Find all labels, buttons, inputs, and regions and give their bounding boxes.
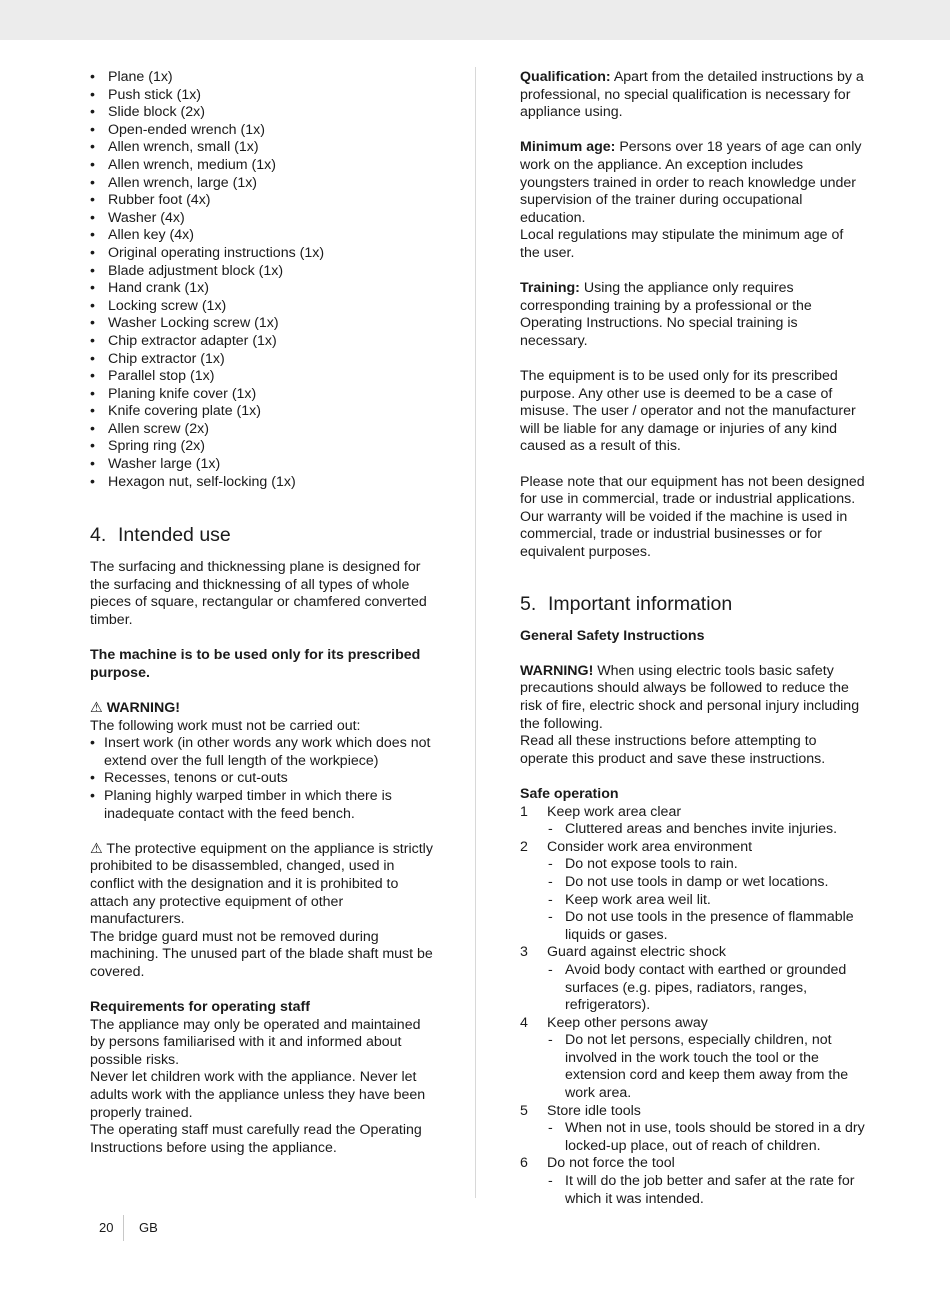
section-4-heading bbox=[90, 523, 435, 547]
parts-list-item: • Allen wrench, large (1x) bbox=[90, 175, 435, 193]
prescribed-purpose-paragraph: The equipment is to be used only for its prescribed purpose. Any other use is deemed to be a case of misuse. The user / operator and not the manufacturer will be liable for any damage or injuries of any kind caused as a result of this. bbox=[520, 368, 856, 455]
safe-operation-title: Store idle tools bbox=[547, 1102, 641, 1119]
local-regulations-text: Local regulations may stipulate the minimum age of the user. bbox=[520, 227, 844, 261]
safe-operation-number: 5 bbox=[520, 1102, 528, 1119]
parts-list bbox=[90, 69, 435, 491]
section-5-number: 5. bbox=[520, 592, 537, 615]
section-4-number: 4. bbox=[90, 524, 107, 547]
language-code: GB bbox=[139, 1220, 158, 1235]
bridge-guard-text: The bridge guard must not be removed during machining. The unused part of the blade shaft must be covered. bbox=[90, 928, 433, 980]
intended-use-intro: The surfacing and thicknessing plane is designed for the surfacing and thicknessing of all types of whole pieces of square, rectangular or chamfered converted timber. bbox=[90, 559, 427, 629]
footer-separator bbox=[123, 1215, 124, 1241]
parts-list-item: • Push stick (1x) bbox=[90, 87, 435, 105]
parts-list-item: • Planing knife cover (1x) bbox=[90, 386, 435, 404]
staff-paragraph-2: Never let children work with the appliance. Never let adults work with the appliance unless they have been properly trained. bbox=[90, 1069, 426, 1121]
parts-list-item: • Plane (1x) bbox=[90, 69, 435, 87]
safe-operation-subitem: - It will do the job better and safer at the rate for which it was intended. bbox=[547, 1173, 865, 1208]
safe-operation-title: Guard against electric shock bbox=[547, 944, 727, 961]
warning-list-item: • Insert work (in other words any work which does not extend over the full length of the workpiece) bbox=[90, 735, 435, 770]
training-label: Training: bbox=[520, 280, 580, 297]
safe-operation-item bbox=[520, 1155, 865, 1208]
warning-text: The following work must not be carried out: bbox=[90, 717, 361, 734]
parts-list-item: • Allen screw (2x) bbox=[90, 421, 435, 439]
parts-list-item: • Washer large (1x) bbox=[90, 456, 435, 474]
electric-tools-warning bbox=[520, 663, 865, 733]
parts-list-item: • Parallel stop (1x) bbox=[90, 368, 435, 386]
safe-operation-title: Consider work area environment bbox=[547, 838, 753, 855]
safe-operation-subitem: - Do not let persons, especially children, not involved in the work touch the tool or the extension cord and keep them away from the work area. bbox=[547, 1032, 865, 1102]
safe-operation-title: Keep work area clear bbox=[547, 803, 682, 820]
protective-equipment-text bbox=[90, 841, 435, 929]
safe-operation-subitems bbox=[547, 962, 865, 1015]
warning-list bbox=[90, 735, 435, 823]
protective-equipment-body: The protective equipment on the appliance is strictly prohibited to be disassembled, changed, used in conflict with the designation and it is prohibited to attach any protective equipment of other manufacturers. bbox=[90, 840, 433, 928]
section-5-heading bbox=[520, 592, 865, 616]
parts-list-item: • Hand crank (1x) bbox=[90, 280, 435, 298]
safe-operation-subitems bbox=[547, 1120, 865, 1155]
safe-operation-item bbox=[520, 1103, 865, 1156]
training-paragraph bbox=[520, 280, 865, 350]
safe-operation-item bbox=[520, 804, 865, 839]
minimum-age-label: Minimum age: bbox=[520, 139, 616, 156]
staff-requirements-heading: Requirements for operating staff bbox=[90, 999, 310, 1016]
safe-operation-subitems bbox=[547, 1173, 865, 1208]
safe-operation-subitem: - Avoid body contact with earthed or grounded surfaces (e.g. pipes, radiators, ranges, refrigerators). bbox=[547, 962, 865, 1015]
parts-list-item: • Allen wrench, small (1x) bbox=[90, 139, 435, 157]
safe-operation-number: 2 bbox=[520, 838, 528, 855]
safe-operation-subitem: - When not in use, tools should be stored in a dry locked-up place, out of reach of children. bbox=[547, 1120, 865, 1155]
parts-list-item: • Allen wrench, medium (1x) bbox=[90, 157, 435, 175]
safe-operation-title: Do not force the tool bbox=[547, 1155, 675, 1172]
section-5-title: Important information bbox=[548, 592, 733, 615]
safe-operation-heading: Safe operation bbox=[520, 785, 619, 802]
prescribed-purpose-statement: The machine is to be used only for its prescribed purpose. bbox=[90, 647, 421, 681]
warning-triangle-icon: ⚠ bbox=[90, 840, 103, 857]
safe-operation-subitems bbox=[547, 1032, 865, 1102]
safe-operation-number: 6 bbox=[520, 1155, 528, 1172]
safe-operation-subitem: - Do not use tools in damp or wet locations. bbox=[547, 874, 865, 892]
electric-tools-warning-text: When using electric tools basic safety precautions should always be followed to reduce the risk of fire, electric shock and personal injury including the following. bbox=[520, 662, 860, 732]
parts-list-item: • Slide block (2x) bbox=[90, 104, 435, 122]
minimum-age-text: Persons over 18 years of age can only work on the appliance. An exception includes youngsters trained in order to reach knowledge under supervision of the trainer during occupational education. bbox=[520, 139, 862, 226]
safe-operation-subitems bbox=[547, 856, 865, 944]
safe-operation-number: 1 bbox=[520, 803, 528, 820]
parts-list-item: • Hexagon nut, self-locking (1x) bbox=[90, 474, 435, 492]
parts-list-item: • Rubber foot (4x) bbox=[90, 192, 435, 210]
warning-title: WARNING! bbox=[106, 700, 180, 716]
electric-tools-warning-label: WARNING! bbox=[520, 662, 594, 679]
safe-operation-item bbox=[520, 839, 865, 945]
parts-list-item: • Washer (4x) bbox=[90, 210, 435, 228]
warning-triangle-icon: ⚠ bbox=[90, 700, 103, 716]
safe-operation-subitem: - Keep work area weil lit. bbox=[547, 892, 865, 910]
parts-list-item: • Spring ring (2x) bbox=[90, 438, 435, 456]
qualification-text: Apart from the detailed instructions by a professional, no special qualification is necessary for appliance using. bbox=[520, 69, 864, 121]
warning-heading bbox=[90, 700, 435, 718]
safe-operation-number: 4 bbox=[520, 1014, 528, 1031]
safe-operation-list bbox=[520, 804, 865, 1209]
parts-list-item: • Chip extractor adapter (1x) bbox=[90, 333, 435, 351]
safe-operation-item bbox=[520, 1015, 865, 1103]
warning-list-item: • Planing highly warped timber in which there is inadequate contact with the feed bench. bbox=[90, 788, 435, 823]
safe-operation-number: 3 bbox=[520, 944, 528, 961]
training-text: Using the appliance only requires corresponding training by a professional or the Operating Instructions. No special training is necessary. bbox=[520, 280, 812, 349]
parts-list-item: • Chip extractor (1x) bbox=[90, 351, 435, 369]
parts-list-item: • Allen key (4x) bbox=[90, 227, 435, 245]
parts-list-item: • Blade adjustment block (1x) bbox=[90, 263, 435, 281]
column-divider bbox=[475, 67, 476, 1198]
parts-list-item: • Locking screw (1x) bbox=[90, 298, 435, 316]
safe-operation-subitem: - Cluttered areas and benches invite injuries. bbox=[547, 821, 865, 839]
parts-list-item: • Original operating instructions (1x) bbox=[90, 245, 435, 263]
parts-list-item: • Knife covering plate (1x) bbox=[90, 403, 435, 421]
safe-operation-subitems bbox=[547, 821, 865, 839]
minimum-age-paragraph bbox=[520, 139, 865, 227]
right-column bbox=[520, 69, 865, 1208]
safe-operation-subitem: - Do not expose tools to rain. bbox=[547, 856, 865, 874]
staff-paragraph-3: The operating staff must carefully read the Operating Instructions before using the appliance. bbox=[90, 1122, 422, 1156]
parts-list-item: • Open-ended wrench (1x) bbox=[90, 122, 435, 140]
safe-operation-title: Keep other persons away bbox=[547, 1014, 708, 1031]
qualification-paragraph bbox=[520, 69, 865, 122]
page-number: 20 bbox=[99, 1220, 114, 1235]
top-bar bbox=[0, 0, 950, 40]
warning-list-item: • Recesses, tenons or cut-outs bbox=[90, 770, 435, 788]
read-all-instructions: Read all these instructions before attempting to operate this product and save these instructions. bbox=[520, 733, 826, 767]
page-footer bbox=[99, 1220, 158, 1236]
safe-operation-item bbox=[520, 944, 865, 1014]
warranty-paragraph: Please note that our equipment has not been designed for use in commercial, trade or industrial applications. Our warranty will be voided if the machine is used in commercial, trade or industrial businesses or for equivalent purposes. bbox=[520, 473, 865, 561]
section-4-title: Intended use bbox=[118, 524, 231, 547]
general-safety-heading: General Safety Instructions bbox=[520, 627, 705, 644]
qualification-label: Qualification: bbox=[520, 69, 611, 85]
parts-list-item: • Washer Locking screw (1x) bbox=[90, 315, 435, 333]
left-column bbox=[90, 69, 435, 1157]
staff-paragraph-1: The appliance may only be operated and maintained by persons familiarised with it and informed about possible risks. bbox=[90, 1016, 421, 1068]
safe-operation-subitem: - Do not use tools in the presence of flammable liquids or gases. bbox=[547, 909, 865, 944]
